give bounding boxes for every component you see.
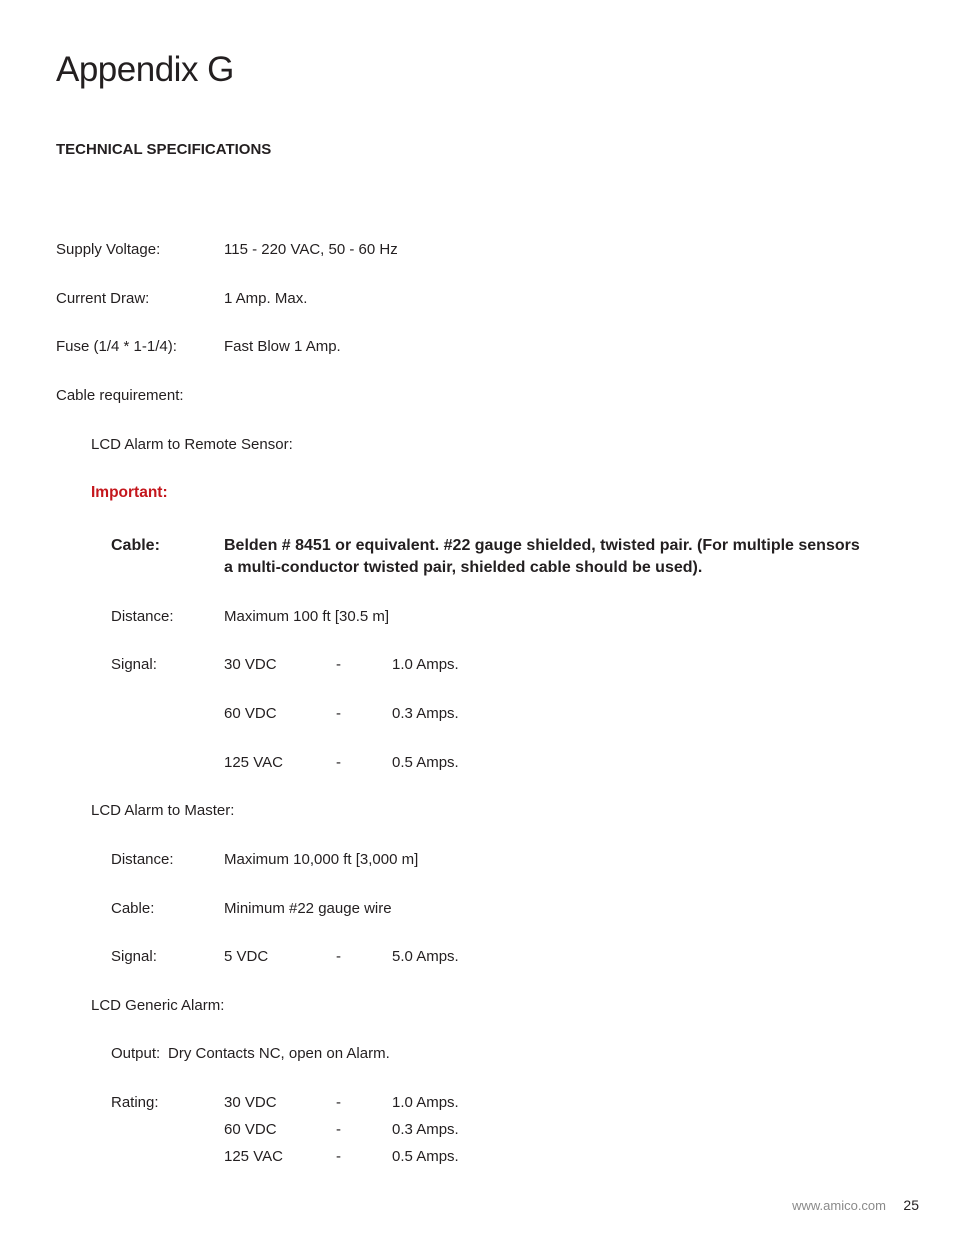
supply-voltage-label: Supply Voltage: (56, 241, 161, 258)
rating-voltage: 30 VDC (224, 1094, 277, 1111)
fuse-value: Fast Blow 1 Amp. (224, 338, 341, 355)
important-label: Important: (91, 484, 168, 501)
generic-heading: LCD Generic Alarm: (91, 997, 225, 1014)
remote-sensor-heading: LCD Alarm to Remote Sensor: (91, 436, 293, 453)
master-signal-voltage: 5 VDC (224, 948, 269, 965)
rating-voltage: 60 VDC (224, 1121, 277, 1138)
remote-distance-label: Distance: (111, 608, 174, 625)
rating-voltage: 125 VAC (224, 1148, 283, 1165)
master-signal-dash: - (336, 948, 341, 965)
master-signal-label: Signal: (111, 948, 157, 965)
fuse-label: Fuse (1/4 * 1-1/4): (56, 338, 177, 355)
footer-url: www.amico.com (792, 1198, 886, 1213)
master-distance-value: Maximum 10,000 ft [3,000 m] (224, 851, 419, 868)
remote-cable-value: Belden # 8451 or equivalent. #22 gauge shielded, twisted pair. (For multiple sensors a multi-conductor twisted pair, shielded cable should be used). (224, 537, 860, 576)
current-draw-value: 1 Amp. Max. (224, 290, 308, 307)
page-number: 25 (903, 1197, 919, 1213)
rating-dash: - (336, 1148, 341, 1165)
rating-amps: 0.3 Amps. (392, 1121, 459, 1138)
page-title: Appendix G (56, 50, 234, 89)
master-signal-amps: 5.0 Amps. (392, 948, 459, 965)
supply-voltage-value: 115 - 220 VAC, 50 - 60 Hz (224, 241, 398, 258)
rating-amps: 1.0 Amps. (392, 1094, 459, 1111)
output-value: Dry Contacts NC, open on Alarm. (168, 1045, 390, 1062)
master-cable-value: Minimum #22 gauge wire (224, 900, 392, 917)
rating-label: Rating: (111, 1094, 159, 1111)
signal-voltage: 30 VDC (224, 656, 277, 673)
rating-dash: - (336, 1094, 341, 1111)
master-heading: LCD Alarm to Master: (91, 802, 235, 819)
remote-distance-value: Maximum 100 ft [30.5 m] (224, 608, 390, 625)
master-distance-label: Distance: (111, 851, 174, 868)
cable-requirement-label: Cable requirement: (56, 387, 184, 404)
remote-cable-label: Cable: (111, 537, 160, 554)
master-cable-label: Cable: (111, 900, 155, 917)
signal-amps: 0.5 Amps. (392, 754, 459, 771)
signal-dash: - (336, 754, 341, 771)
signal-voltage: 125 VAC (224, 754, 283, 771)
signal-dash: - (336, 656, 341, 673)
signal-amps: 0.3 Amps. (392, 705, 459, 722)
signal-dash: - (336, 705, 341, 722)
current-draw-label: Current Draw: (56, 290, 150, 307)
rating-dash: - (336, 1121, 341, 1138)
signal-amps: 1.0 Amps. (392, 656, 459, 673)
output-label: Output: (111, 1045, 161, 1062)
rating-amps: 0.5 Amps. (392, 1148, 459, 1165)
section-heading: TECHNICAL SPECIFICATIONS (56, 141, 272, 158)
remote-signal-label: Signal: (111, 656, 157, 673)
signal-voltage: 60 VDC (224, 705, 277, 722)
